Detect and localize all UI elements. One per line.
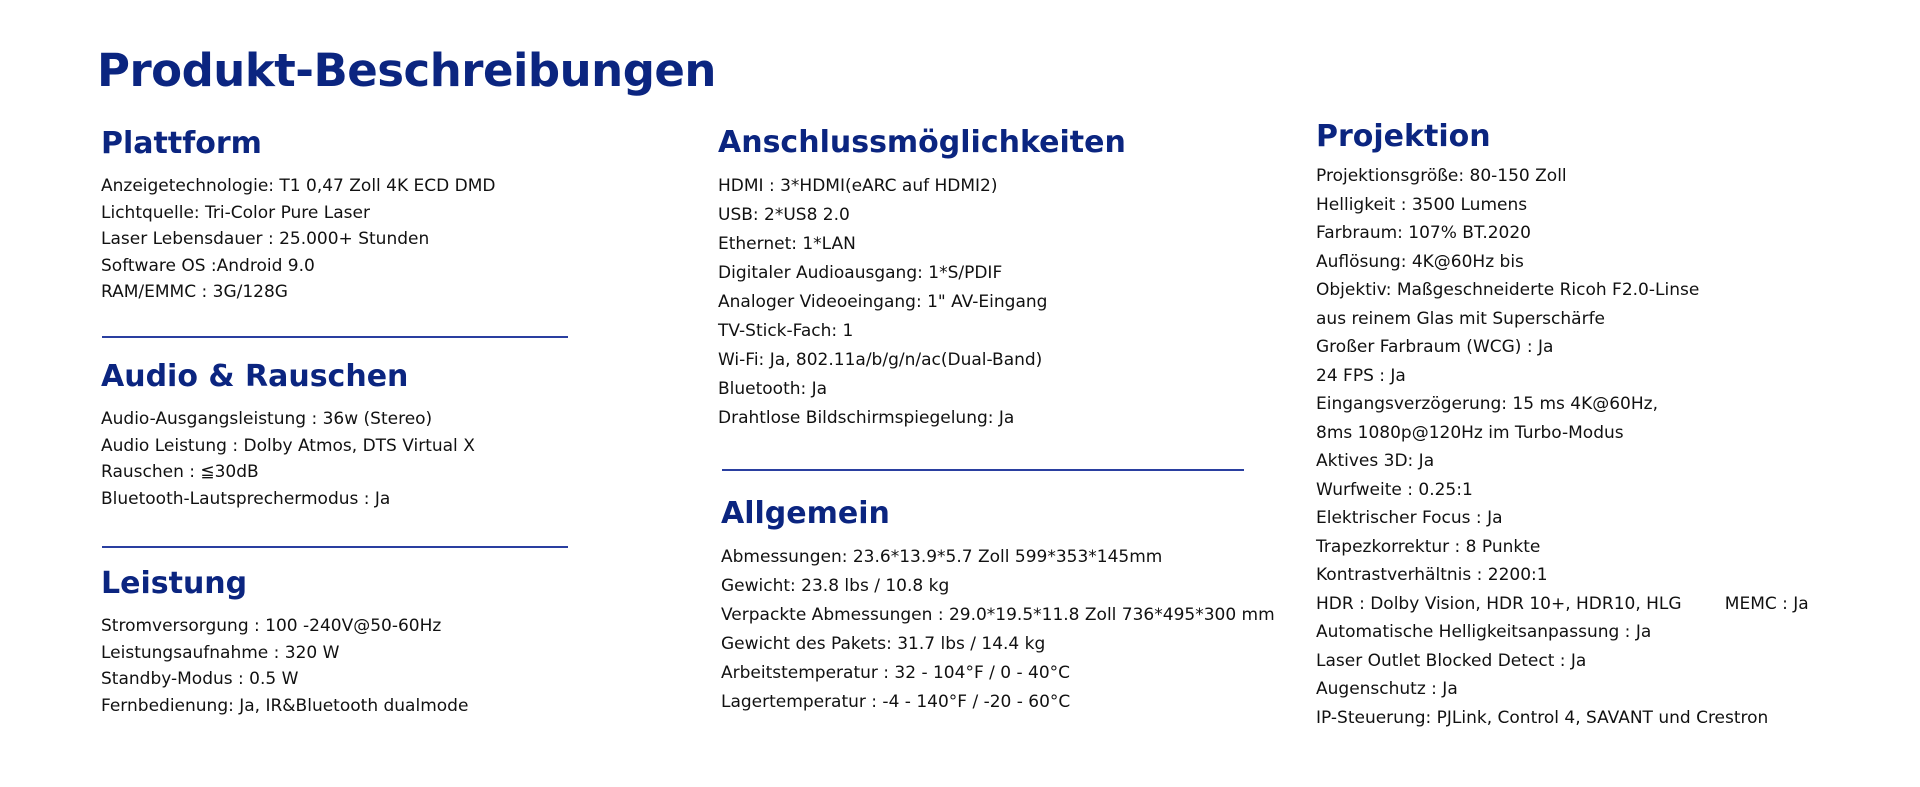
spec-list-projektion bbox=[1316, 162, 1809, 732]
section-divider bbox=[722, 469, 1244, 471]
spec-line: Lagertemperatur : -4 - 140°F / -20 - 60°C bbox=[721, 692, 1071, 712]
spec-line: Großer Farbraum (WCG) : Ja bbox=[1316, 337, 1554, 357]
spec-line: Bluetooth: Ja bbox=[718, 379, 828, 399]
spec-line: Laser Outlet Blocked Detect : Ja bbox=[1316, 650, 1587, 671]
spec-list-leistung bbox=[101, 613, 468, 719]
spec-line: Augenschutz : Ja bbox=[1316, 679, 1458, 699]
spec-line: Analoger Videoeingang: 1" AV-Eingang bbox=[718, 292, 1048, 312]
spec-line: Ethernet: 1*LAN bbox=[718, 234, 856, 254]
spec-line: Eingangsverzögerung: 15 ms 4K@60Hz, bbox=[1316, 394, 1658, 414]
spec-line: TV-Stick-Fach: 1 bbox=[718, 321, 854, 341]
section-heading-plattform: Plattform bbox=[101, 126, 262, 161]
spec-line: IP-Steuerung: PJLink, Control 4, SAVANT und Crestron bbox=[1316, 707, 1769, 728]
spec-line: Verpackte Abmessungen : 29.0*19.5*11.8 Zoll 736*495*300 mm bbox=[721, 605, 1275, 625]
spec-line: Wi-Fi: Ja, 802.11a/b/g/n/ac(Dual-Band) bbox=[718, 350, 1043, 370]
section-plattform bbox=[101, 124, 496, 306]
spec-line: Software OS :Android 9.0 bbox=[101, 255, 315, 276]
spec-line: Auflösung: 4K@60Hz bis bbox=[1316, 251, 1524, 272]
spec-line: Fernbedienung: Ja, IR&Bluetooth dualmode bbox=[101, 695, 469, 716]
spec-line: Trapezkorrektur : 8 Punkte bbox=[1316, 536, 1541, 557]
spec-line: Audio Leistung : Dolby Atmos, DTS Virtual X bbox=[101, 435, 475, 456]
spec-line: Bluetooth-Lautsprechermodus : Ja bbox=[101, 488, 391, 509]
spec-line: Aktives 3D: Ja bbox=[1316, 451, 1435, 471]
spec-line: 8ms 1080p@120Hz im Turbo-Modus bbox=[1316, 422, 1624, 443]
spec-line: USB: 2*US8 2.0 bbox=[718, 205, 850, 225]
spec-line: Stromversorgung : 100 -240V@50-60Hz bbox=[101, 616, 442, 636]
section-allgemein bbox=[721, 494, 1275, 717]
section-divider bbox=[102, 336, 568, 338]
section-leistung bbox=[101, 564, 468, 719]
spec-line: Helligkeit : 3500 Lumens bbox=[1316, 194, 1528, 215]
spec-list-allgemein bbox=[721, 543, 1275, 717]
spec-line: Audio-Ausgangsleistung : 36w (Stereo) bbox=[101, 409, 433, 429]
spec-line: Wurfweite : 0.25:1 bbox=[1316, 479, 1473, 500]
spec-list-plattform bbox=[101, 173, 496, 306]
section-audio bbox=[101, 357, 475, 512]
section-divider bbox=[102, 546, 568, 548]
spec-line: Lichtquelle: Tri-Color Pure Laser bbox=[101, 202, 370, 223]
spec-line: Gewicht: 23.8 lbs / 10.8 kg bbox=[721, 576, 950, 596]
spec-line: HDMI : 3*HDMI(eARC auf HDMI2) bbox=[718, 176, 998, 196]
spec-line: Elektrischer Focus : Ja bbox=[1316, 508, 1503, 528]
section-projektion bbox=[1316, 117, 1809, 732]
spec-line: 24 FPS : Ja bbox=[1316, 365, 1406, 386]
spec-line: Objektiv: Maßgeschneiderte Ricoh F2.0-Linse bbox=[1316, 280, 1700, 300]
spec-line: Leistungsaufnahme : 320 W bbox=[101, 642, 340, 663]
spec-line: Farbraum: 107% BT.2020 bbox=[1316, 223, 1531, 243]
spec-line: Drahtlose Bildschirmspiegelung: Ja bbox=[718, 408, 1015, 428]
spec-list-anschluss bbox=[718, 172, 1126, 433]
spec-line: Arbeitstemperatur : 32 - 104°F / 0 - 40°C bbox=[721, 663, 1071, 683]
section-heading-audio: Audio & Rauschen bbox=[101, 359, 409, 394]
section-anschluss bbox=[718, 123, 1126, 433]
spec-line: Projektionsgröße: 80-150 Zoll bbox=[1316, 166, 1567, 186]
section-heading-projektion: Projektion bbox=[1316, 119, 1491, 154]
spec-line: Laser Lebensdauer : 25.000+ Stunden bbox=[101, 229, 430, 250]
page-title: Produkt-Beschreibungen bbox=[97, 44, 716, 97]
section-heading-allgemein: Allgemein bbox=[721, 496, 890, 531]
spec-line: HDR : Dolby Vision, HDR 10+, HDR10, HLG MEMC : Ja bbox=[1316, 593, 1809, 614]
spec-line: Abmessungen: 23.6*13.9*5.7 Zoll 599*353*145mm bbox=[721, 547, 1163, 567]
spec-line: Anzeigetechnologie: T1 0,47 Zoll 4K ECD DMD bbox=[101, 176, 496, 196]
section-heading-anschluss: Anschlussmöglichkeiten bbox=[718, 125, 1126, 160]
spec-line: aus reinem Glas mit Superschärfe bbox=[1316, 308, 1606, 329]
spec-line: RAM/EMMC : 3G/128G bbox=[101, 282, 288, 303]
spec-line: Rauschen : ≦30dB bbox=[101, 462, 259, 483]
spec-line: Standby-Modus : 0.5 W bbox=[101, 669, 299, 690]
spec-line: Digitaler Audioausgang: 1*S/PDIF bbox=[718, 263, 1003, 283]
spec-line: Automatische Helligkeitsanpassung : Ja bbox=[1316, 622, 1652, 642]
spec-list-audio bbox=[101, 406, 475, 512]
section-heading-leistung: Leistung bbox=[101, 566, 248, 601]
spec-line: Kontrastverhältnis : 2200:1 bbox=[1316, 565, 1548, 585]
spec-line: Gewicht des Pakets: 31.7 lbs / 14.4 kg bbox=[721, 634, 1046, 654]
